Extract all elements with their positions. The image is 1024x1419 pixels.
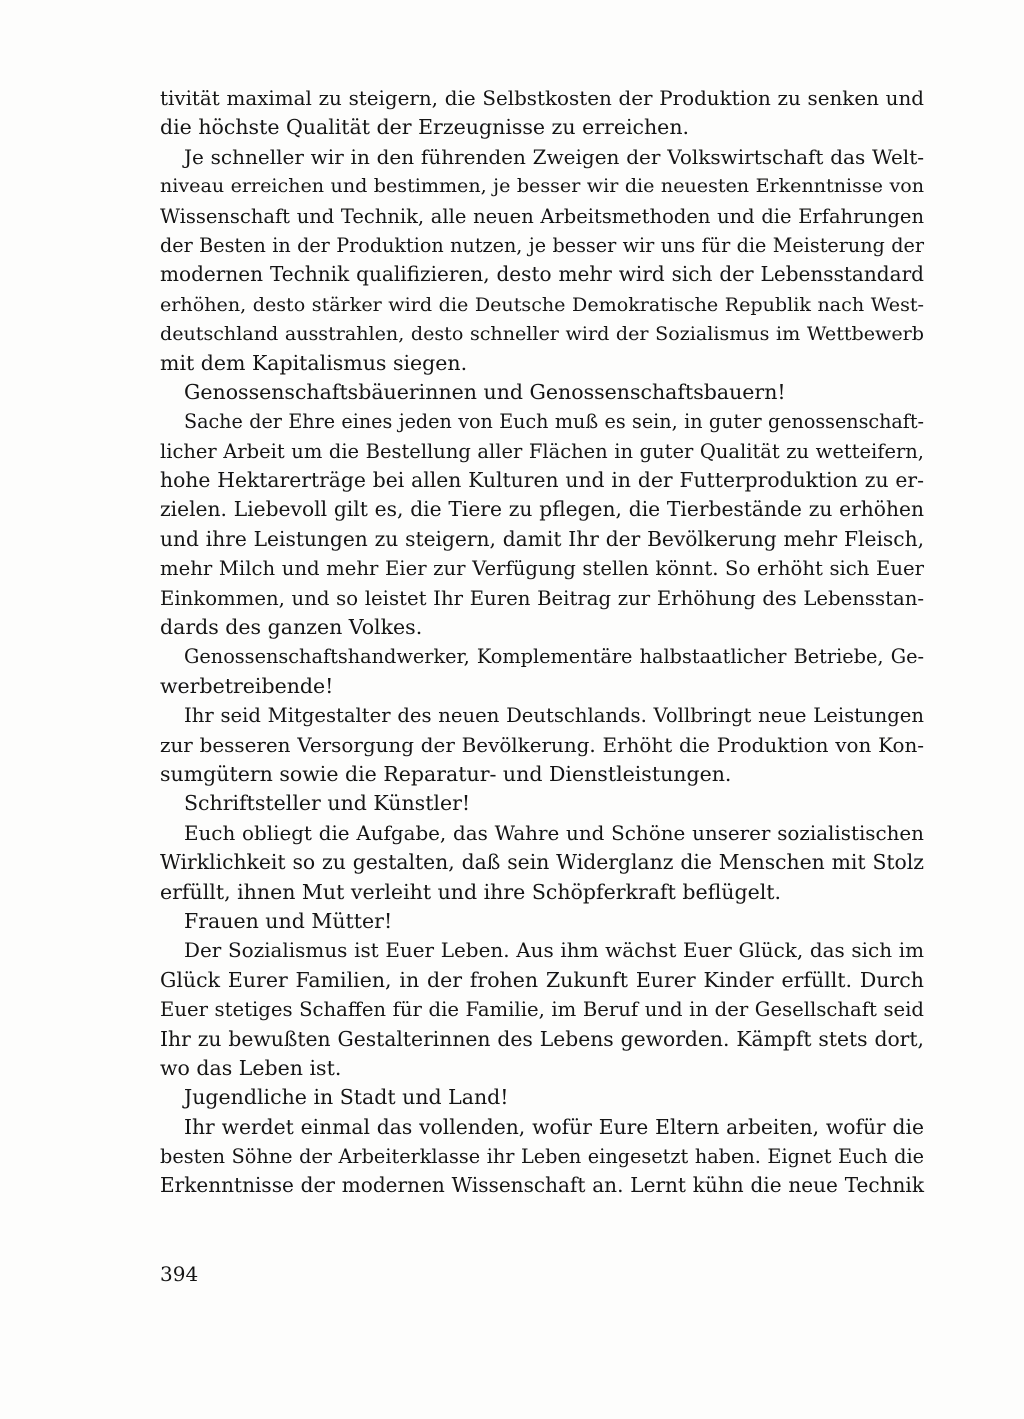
text-line: Der Sozialismus ist Euer Leben. Aus ihm wächst Euer Glück, das sich im [184, 938, 924, 963]
text-line: tivität maximal zu steigern, die Selbstkosten der Produktion zu senken und [160, 87, 924, 110]
text-line: und ihre Leistungen zu steigern, damit Ihr der Bevölkerung mehr Fleisch, [160, 526, 924, 551]
text-line: Genossenschaftshandwerker, Komplementäre halbstaatlicher Betriebe, Ge- [184, 645, 924, 669]
text-line: Jugendliche in Stadt und Land! [184, 1085, 509, 1110]
text-line: Frauen und Mütter! [184, 908, 393, 933]
text-line: Ihr werdet einmal das vollenden, wofür Eure Eltern arbeiten, wofür die [184, 1114, 924, 1139]
text-line: hohe Hektarerträge bei allen Kulturen und in der Futterproduktion zu er- [160, 468, 924, 493]
text-line: Euch obliegt die Aufgabe, das Wahre und Schöne unserer sozialistischen [184, 821, 924, 845]
text-line: Genossenschaftsbäuerinnen und Genossenschaftsbauern! [184, 379, 786, 404]
text-line: die höchste Qualität der Erzeugnisse zu erreichen. [160, 115, 690, 140]
text-line: Wirklichkeit so zu gestalten, daß sein Widerglanz die Menschen mit Stolz [160, 850, 924, 875]
text-line: dards des ganzen Volkes. [160, 615, 423, 640]
text-line: Wissenschaft und Technik, alle neuen Arbeitsmethoden und die Erfahrungen [160, 204, 924, 228]
text-line: sumgütern sowie die Reparatur- und Dienstleistungen. [160, 761, 732, 786]
text-line: Ihr zu bewußten Gestalterinnen des Lebens geworden. Kämpft stets dort, [160, 1026, 924, 1051]
text-line: Schriftsteller und Künstler! [184, 791, 471, 816]
text-line: Sache der Ehre eines jeden von Euch muß es sein, in guter genossenschaft- [184, 410, 924, 434]
text-line: der Besten in der Produktion nutzen, je besser wir uns für die Meisterung der [160, 233, 924, 257]
text-line: Einkommen, und so leistet Ihr Euren Beitrag zur Erhöhung des Lebensstan- [160, 586, 924, 610]
text-line: licher Arbeit um die Bestellung aller Flächen in guter Qualität zu wetteifern, [160, 439, 924, 463]
text-line: erhöhen, desto stärker wird die Deutsche Demokratische Republik nach West- [160, 292, 924, 316]
text-line: deutschland ausstrahlen, desto schneller wird der Sozialismus im Wettbewerb [160, 322, 924, 346]
body-text [160, 84, 924, 1201]
text-line: niveau erreichen und bestimmen, je besser wir die neuesten Erkenntnisse von [160, 175, 924, 198]
text-line: besten Söhne der Arbeiterklasse ihr Leben eingesetzt haben. Eignet Euch die [160, 1145, 924, 1169]
text-line: wo das Leben ist. [160, 1055, 342, 1080]
text-line: erfüllt, ihnen Mut verleiht und ihre Schöpferkraft beflügelt. [160, 879, 782, 904]
text-line: Glück Eurer Familien, in der frohen Zukunft Eurer Kinder erfüllt. Durch [160, 967, 924, 992]
text-line: Je schneller wir in den führenden Zweigen der Volkswirtschaft das Welt- [184, 144, 924, 169]
text-line: Erkenntnisse der modernen Wissenschaft an. Lernt kühn die neue Technik [160, 1173, 924, 1198]
text-line: werbetreibende! [160, 673, 334, 698]
text-line: mehr Milch und mehr Eier zur Verfügung stellen könnt. So erhöht sich Euer [160, 557, 924, 581]
text-line: modernen Technik qualifizieren, desto mehr wird sich der Lebensstandard [160, 262, 924, 287]
text-line: Ihr seid Mitgestalter des neuen Deutschlands. Vollbringt neue Leistungen [184, 704, 924, 728]
text-line: mit dem Kapitalismus siegen. [160, 350, 468, 375]
text-line: zielen. Liebevoll gilt es, die Tiere zu pflegen, die Tierbestände zu erhöhen [160, 497, 924, 522]
text-line: zur besseren Versorgung der Bevölkerung. Erhöht die Produktion von Kon- [160, 733, 924, 757]
text-line: Euer stetiges Schaffen für die Familie, im Beruf und in der Gesellschaft seid [160, 998, 924, 1022]
page-number: 394 [160, 1262, 199, 1286]
